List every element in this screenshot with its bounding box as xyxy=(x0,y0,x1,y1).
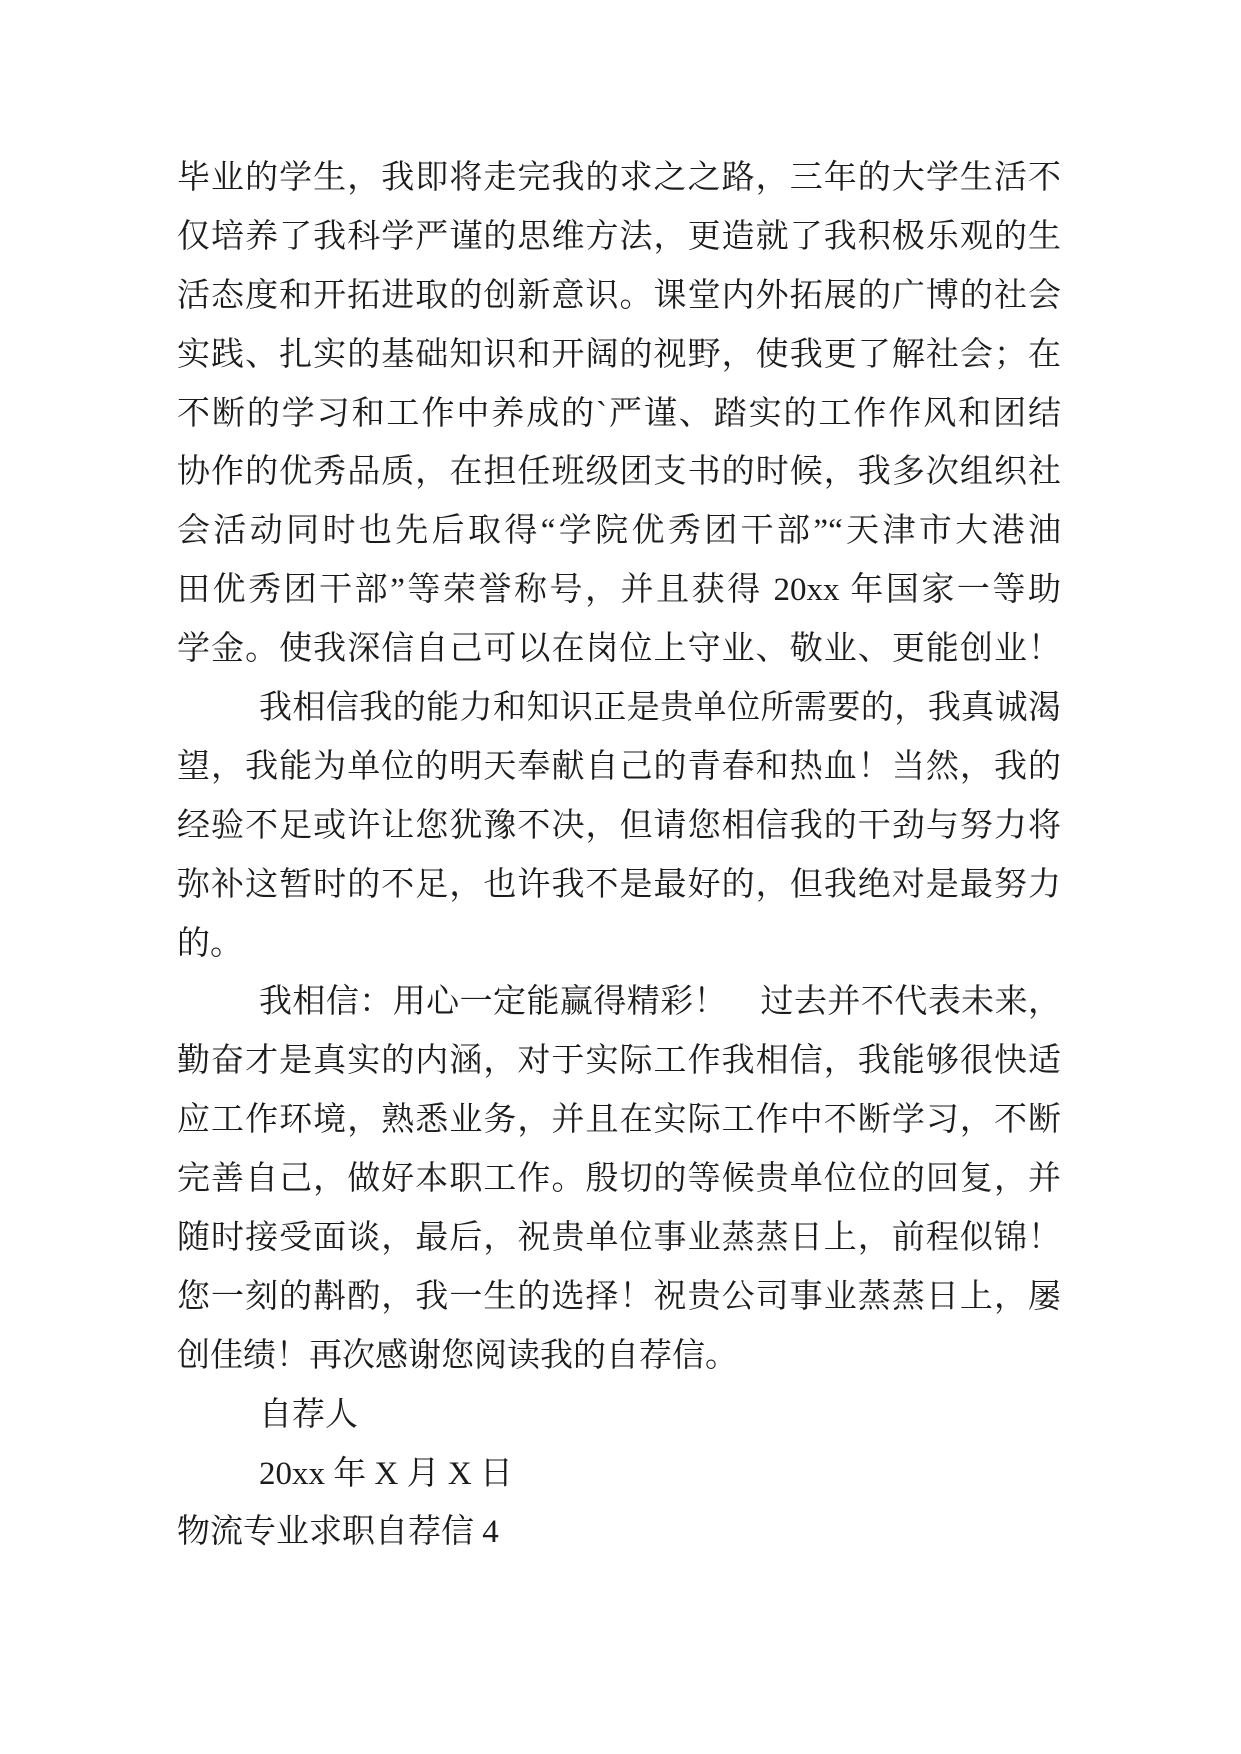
paragraph-1-line: 实践、扎实的基础知识和开阔的视野，使我更了解社会；在 xyxy=(177,336,1061,373)
paragraph-1-line: 田优秀团干部”等荣誉称号，并且获得 20xx 年国家一等助 xyxy=(177,572,1061,609)
signature-date: 20xx 年 X 月 X 日 xyxy=(259,1455,513,1492)
paragraph-2-line: 望，我能为单位的明天奉献自己的青春和热血！当然，我的 xyxy=(177,748,1061,785)
paragraph-3-line: 随时接受面谈，最后，祝贵单位事业蒸蒸日上，前程似锦！ xyxy=(177,1220,1061,1257)
paragraph-1-line: 不断的学习和工作中养成的`严谨、踏实的工作作风和团结 xyxy=(177,395,1061,432)
paragraph-2-line: 我相信我的能力和知识正是贵单位所需要的，我真诚渴 xyxy=(259,690,1061,727)
document-body xyxy=(177,149,1061,1562)
paragraph-1-line: 毕业的学生，我即将走完我的求之之路，三年的大学生活不 xyxy=(177,160,1061,196)
paragraph-2-line: 的。 xyxy=(177,925,243,962)
paragraph-2-line: 弥补这暂时的不足，也许我不是最好的，但我绝对是最努力 xyxy=(177,866,1061,903)
paragraph-1-line: 会活动同时也先后取得“学院优秀团干部”“天津市大港油 xyxy=(177,513,1061,550)
paragraph-3-line: 您一刻的斠酌，我一生的选择！祝贵公司事业蒸蒸日上，屡 xyxy=(177,1278,1061,1315)
paragraph-1-line: 协作的优秀品质，在担任班级团支书的时候，我多次组织社 xyxy=(177,454,1061,491)
paragraph-3-line: 勤奋才是真实的内涵，对于实际工作我相信，我能够很快适 xyxy=(177,1043,1061,1080)
paragraph-2-line: 经验不足或许让您犹豫不决，但请您相信我的干劲与努力将 xyxy=(177,807,1061,844)
paragraph-3-line: 完善自己，做好本职工作。殷切的等候贵单位位的回复，并 xyxy=(177,1161,1061,1198)
paragraph-3-line: 我相信：用心一定能赢得精彩！ 过去并不代表未来， xyxy=(259,984,1061,1021)
paragraph-1-line: 学金。使我深信自己可以在岗位上守业、敬业、更能创业！ xyxy=(177,631,1061,668)
section-heading: 物流专业求职自荐信 4 xyxy=(177,1514,499,1551)
paragraph-1-line: 活态度和开拓进取的创新意识。课堂内外拓展的广博的社会 xyxy=(177,277,1061,314)
paragraph-3-line: 创佳绩！再次感谢您阅读我的自荐信。 xyxy=(177,1337,738,1374)
signature-name: 自荐人 xyxy=(259,1396,358,1433)
paragraph-3-line: 应工作环境，熟悉业务，并且在实际工作中不断学习，不断 xyxy=(177,1102,1061,1139)
paragraph-1-line: 仅培养了我科学严谨的思维方法，更造就了我积极乐观的生 xyxy=(177,218,1061,255)
